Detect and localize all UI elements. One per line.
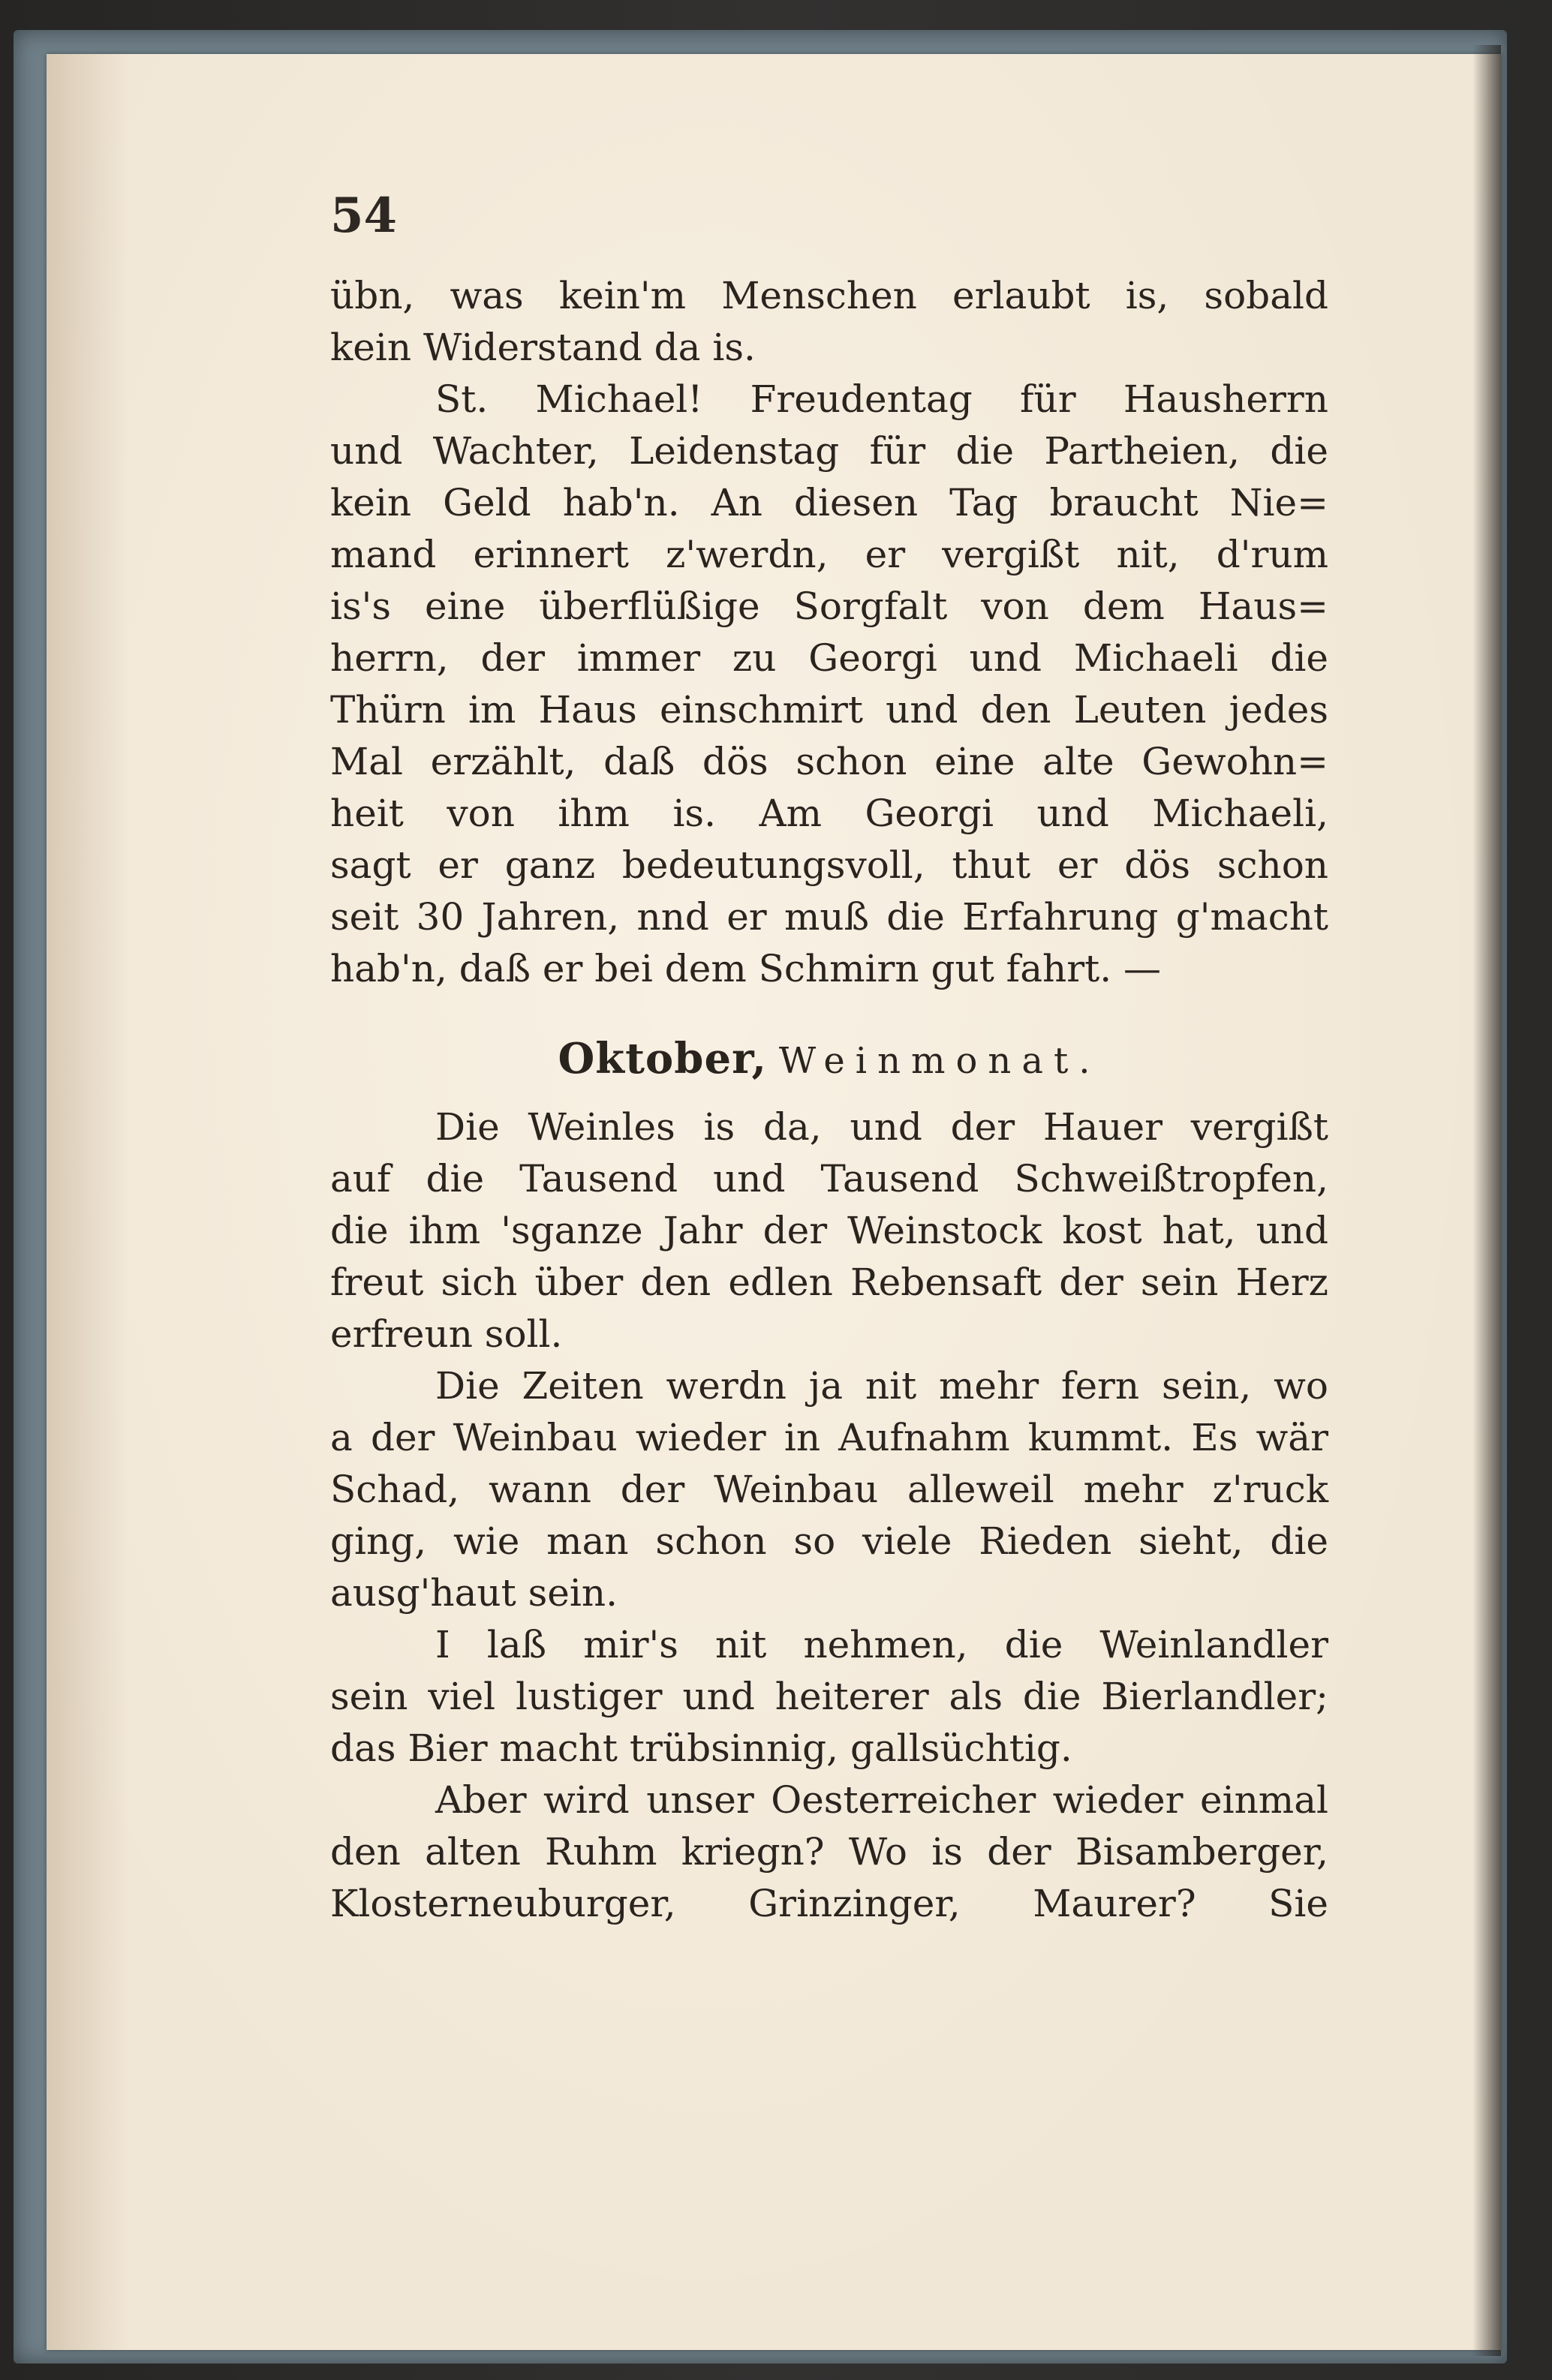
- paragraph: [330, 1619, 1328, 1774]
- text-line: auf die Tausend und Tausend Schweißtropfen,: [330, 1157, 1328, 1201]
- text-line: Die Zeiten werdn ja nit mehr fern sein, wo: [435, 1364, 1328, 1408]
- text-line: is's eine überflüßige Sorgfalt von dem Haus=: [330, 584, 1328, 628]
- text-line: seit 30 Jahren, nnd er muß die Erfahrung g'macht: [330, 895, 1328, 939]
- paragraph: [330, 270, 1328, 374]
- page-number: 54: [330, 188, 398, 244]
- text-line: erfreun soll.: [330, 1312, 563, 1356]
- heading-subtitle: Weinmonat.: [778, 1040, 1101, 1082]
- text-line: den alten Ruhm kriegn? Wo is der Bisamberger,: [330, 1830, 1328, 1874]
- text-line: herrn, der immer zu Georgi und Michaeli die: [330, 636, 1328, 680]
- text-line: und Wachter, Leidenstag für die Partheien, die: [330, 429, 1328, 473]
- text-line: heit von ihm is. Am Georgi und Michaeli,: [330, 792, 1328, 835]
- section-heading: [330, 1025, 1328, 1092]
- text-line: Schad, wann der Weinbau alleweil mehr z'ruck: [330, 1468, 1328, 1511]
- text-line: übn, was kein'm Menschen erlaubt is, sobald: [330, 274, 1328, 317]
- text-line: hab'n, daß er bei dem Schmirn gut fahrt. —: [330, 947, 1161, 990]
- paragraph: [330, 1360, 1328, 1619]
- gutter-shadow: [47, 54, 129, 2350]
- page-text: [330, 270, 1328, 1930]
- paragraph: [330, 1101, 1328, 1360]
- text-line: sagt er ganz bedeutungsvoll, thut er dös schon: [330, 843, 1328, 887]
- text-line: kein Widerstand da is.: [330, 326, 756, 369]
- text-line: I laß mir's nit nehmen, die Weinlandler: [435, 1623, 1328, 1666]
- spacer: [330, 995, 1328, 1025]
- text-line: die ihm 'sganze Jahr der Weinstock kost hat, und: [330, 1209, 1328, 1252]
- text-line: sein viel lustiger und heiterer als die Bierlandler;: [330, 1675, 1328, 1718]
- paragraph: [330, 1774, 1328, 1930]
- text-line: Mal erzählt, daß dös schon eine alte Gewohn=: [330, 740, 1328, 783]
- page-edge-shadow: [1472, 45, 1501, 2356]
- text-line: kein Geld hab'n. An diesen Tag braucht Nie=: [330, 481, 1328, 524]
- text-line: ausg'haut sein.: [330, 1571, 618, 1615]
- text-line: ging, wie man schon so viele Rieden sieht, die: [330, 1519, 1328, 1563]
- paragraph: [330, 374, 1328, 995]
- text-line: Klosterneuburger, Grinzinger, Maurer? Sie: [330, 1882, 1328, 1925]
- text-line: Aber wird unser Oesterreicher wieder einmal: [435, 1778, 1328, 1822]
- text-line: das Bier macht trübsinnig, gallsüchtig.: [330, 1726, 1072, 1770]
- text-line: Thürn im Haus einschmirt und den Leuten jedes: [330, 688, 1328, 732]
- heading-month: Oktober,: [558, 1034, 767, 1083]
- text-line: mand erinnert z'werdn, er vergißt nit, d'rum: [330, 533, 1328, 576]
- text-line: a der Weinbau wieder in Aufnahm kummt. Es wär: [330, 1416, 1328, 1459]
- text-line: freut sich über den edlen Rebensaft der sein Herz: [330, 1261, 1328, 1304]
- text-line: St. Michael! Freudentag für Hausherrn: [435, 377, 1328, 421]
- text-line: Die Weinles is da, und der Hauer vergißt: [435, 1105, 1328, 1149]
